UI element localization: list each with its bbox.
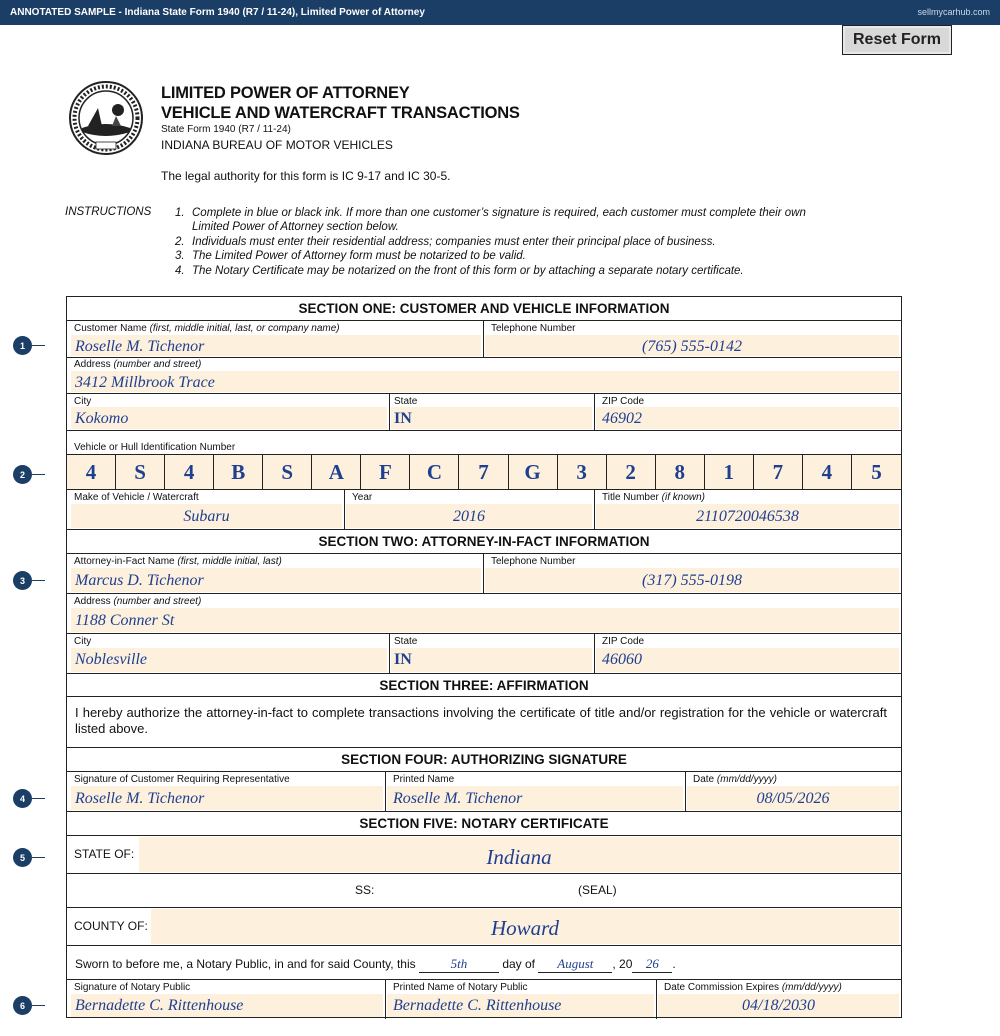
instruction-number [175,220,192,234]
section-three-heading: SECTION THREE: AFFIRMATION [379,678,589,693]
vin-character-box[interactable]: F [361,455,410,489]
section-one-heading: SECTION ONE: CUSTOMER AND VEHICLE INFORMATION [298,301,670,316]
vin-character-box[interactable]: 4 [67,455,116,489]
notary-signature-label: Signature of Notary Public [74,982,191,993]
vin-character-box[interactable]: C [410,455,459,489]
printed-name-label: Printed Name [393,774,455,785]
legal-authority: The legal authority for this form is IC 9-17 and IC 30-5. [161,169,451,183]
banner-title: ANNOTATED SAMPLE - Indiana State Form 1940 (R7 / 11-24), Limited Power of Attorney [10,7,425,18]
label-hint: (if known) [661,492,706,503]
customer-signature-label: Signature of Customer Requiring Representative [74,774,290,785]
notary-state-value: Indiana [486,845,552,869]
section-four-heading: SECTION FOUR: AUTHORIZING SIGNATURE [341,752,627,767]
label-text: Address [74,596,114,607]
instruction-item [175,220,806,234]
annotation-marker-5: 5 [13,848,32,867]
label-text: Attorney-in-Fact Name [74,556,178,567]
aif-state-label: State [394,636,418,647]
customer-zip-label: ZIP Code [602,396,645,407]
customer-zip-value: 46902 [602,410,642,427]
annotation-marker-6: 6 [13,996,32,1015]
notary-year-field[interactable]: 26 [632,956,672,973]
customer-address-value: 3412 Millbrook Trace [75,374,215,391]
reset-form-button[interactable]: Reset Form [842,25,952,55]
vin-character-box[interactable]: S [116,455,165,489]
aif-zip-label: ZIP Code [602,636,645,647]
label-hint: (number and street) [113,359,202,370]
signature-date-value: 08/05/2026 [756,790,830,807]
aif-address-value: 1188 Conner St [75,612,175,629]
title-number-label [602,492,705,503]
annotation-marker-4: 4 [13,789,32,808]
instruction-text: Complete in blue or black ink. If more than one customer’s signature is required, each customer must complete their own [192,207,806,219]
commission-value: 04/18/2030 [742,997,815,1014]
aif-state-field[interactable] [391,648,592,672]
instruction-item [175,206,806,220]
notary-month-field[interactable]: August [538,956,612,973]
year-value: 2016 [453,508,485,525]
vin-character-box[interactable]: 4 [803,455,852,489]
instruction-text: Limited Power of Attorney section below. [192,221,399,234]
vin-character-box[interactable]: 7 [459,455,508,489]
year-prefix: 20 [619,957,633,971]
indiana-state-seal-icon [68,80,144,156]
label-text: Date [693,774,717,785]
vin-character-box[interactable]: 3 [558,455,607,489]
aif-name-label [74,556,282,567]
vin-character-box[interactable]: 1 [705,455,754,489]
aif-phone-label: Telephone Number [491,556,576,567]
label-text: Address [74,359,114,370]
section-five-heading: SECTION FIVE: NOTARY CERTIFICATE [359,816,609,831]
day-of-text: day of [502,957,536,971]
agency-name: INDIANA BUREAU OF MOTOR VEHICLES [161,138,393,152]
instruction-item [175,249,806,263]
instruction-item [175,264,806,278]
instruction-number: 3. [175,250,185,263]
aif-name-value: Marcus D. Tichenor [75,572,204,589]
instructions-label: INSTRUCTIONS [65,206,152,218]
customer-city-label: City [74,396,92,407]
make-label: Make of Vehicle / Watercraft [74,492,199,503]
notary-signature-value: Bernadette C. Rittenhouse [75,997,244,1014]
vin-character-box[interactable]: G [509,455,558,489]
customer-name-label [74,323,340,334]
customer-state-value: IN [394,410,412,427]
county-of-label: COUNTY OF: [74,919,148,933]
sworn-text: Sworn to before me, a Notary Public, in and for said County, this [75,957,416,971]
label-text: Customer Name [74,323,150,334]
customer-address-label [74,359,201,370]
label-hint: (mm/dd/yyyy) [781,982,842,993]
commission-label [664,982,842,993]
top-banner [0,0,1000,25]
notary-printed-value: Bernadette C. Rittenhouse [393,997,562,1014]
sworn-statement: Sworn to before me, a Notary Public, in and for said County, this 5th day of August , 20 26 . [75,956,676,971]
customer-state-label: State [394,396,418,407]
customer-phone-label: Telephone Number [491,323,576,334]
seal-label: (SEAL) [578,883,617,897]
instruction-number: 1. [175,207,185,219]
state-of-label: STATE OF: [74,847,135,861]
vin-character-box[interactable]: 8 [656,455,705,489]
instruction-text: Individuals must enter their residential address; companies must enter their principal place of business. [192,235,716,248]
site-link[interactable]: sellmycarhub.com [917,7,990,17]
aif-phone-value: (317) 555-0198 [642,572,742,589]
instruction-text: The Limited Power of Attorney form must be notarized to be valid. [192,250,526,263]
signature-date-label [693,774,777,785]
label-text: Title Number [602,492,662,503]
label-hint: (mm/dd/yyyy) [716,774,777,785]
vin-character-box[interactable]: B [214,455,263,489]
label-hint: (first, middle initial, last, or company name) [149,323,340,334]
aif-address-field[interactable] [71,608,899,632]
customer-city-value: Kokomo [75,410,129,427]
printed-name-value: Roselle M. Tichenor [393,790,523,807]
label-hint: (number and street) [113,596,202,607]
form-number: State Form 1940 (R7 / 11-24) [161,124,291,135]
affirmation-text: I hereby authorize the attorney-in-fact to complete transactions involving the certificate of title and/or registration for the vehicle or watercraft listed above. [75,705,887,736]
customer-name-value: Roselle M. Tichenor [75,338,205,355]
label-hint: (first, middle initial, last) [177,556,282,567]
vin-character-box[interactable]: 2 [607,455,656,489]
year-label: Year [352,492,373,503]
aif-city-label: City [74,636,92,647]
vin-character-box[interactable]: A [312,455,361,489]
section-two-heading: SECTION TWO: ATTORNEY-IN-FACT INFORMATION [318,534,650,549]
annotation-marker-3: 3 [13,571,32,590]
aif-zip-value: 46060 [602,651,642,668]
instruction-number: 2. [175,235,185,248]
notary-day-field[interactable]: 5th [419,956,499,973]
instruction-number: 4. [175,264,185,277]
vin-character-box[interactable]: 7 [754,455,803,489]
aif-state-value: IN [394,651,412,668]
poa-form [66,296,902,1018]
vin-character-box[interactable]: 5 [852,455,901,489]
customer-state-field[interactable] [391,407,592,429]
vin-character-box[interactable]: S [263,455,312,489]
form-title: LIMITED POWER OF ATTORNEY [161,84,410,102]
aif-city-value: Noblesville [75,651,147,668]
instruction-item [175,235,806,249]
label-text: Date Commission Expires [664,982,782,993]
customer-signature-value: Roselle M. Tichenor [75,790,205,807]
customer-phone-value: (765) 555-0142 [642,338,742,355]
aif-address-label [74,596,201,607]
notary-printed-label: Printed Name of Notary Public [393,982,528,993]
notary-county-value: Howard [490,916,560,940]
vin-label: Vehicle or Hull Identification Number [74,442,236,453]
annotation-marker-2: 2 [13,465,32,484]
annotation-marker-1: 1 [13,336,32,355]
instruction-text: The Notary Certificate may be notarized on the front of this form or by attaching a separate notary certificate. [192,264,744,277]
make-value: Subaru [183,508,230,525]
instructions-list [175,206,806,278]
form-subtitle: VEHICLE AND WATERCRAFT TRANSACTIONS [161,104,520,122]
vin-character-box[interactable]: 4 [165,455,214,489]
ss-label: SS: [355,883,375,897]
title-number-value: 2110720046538 [696,508,799,525]
